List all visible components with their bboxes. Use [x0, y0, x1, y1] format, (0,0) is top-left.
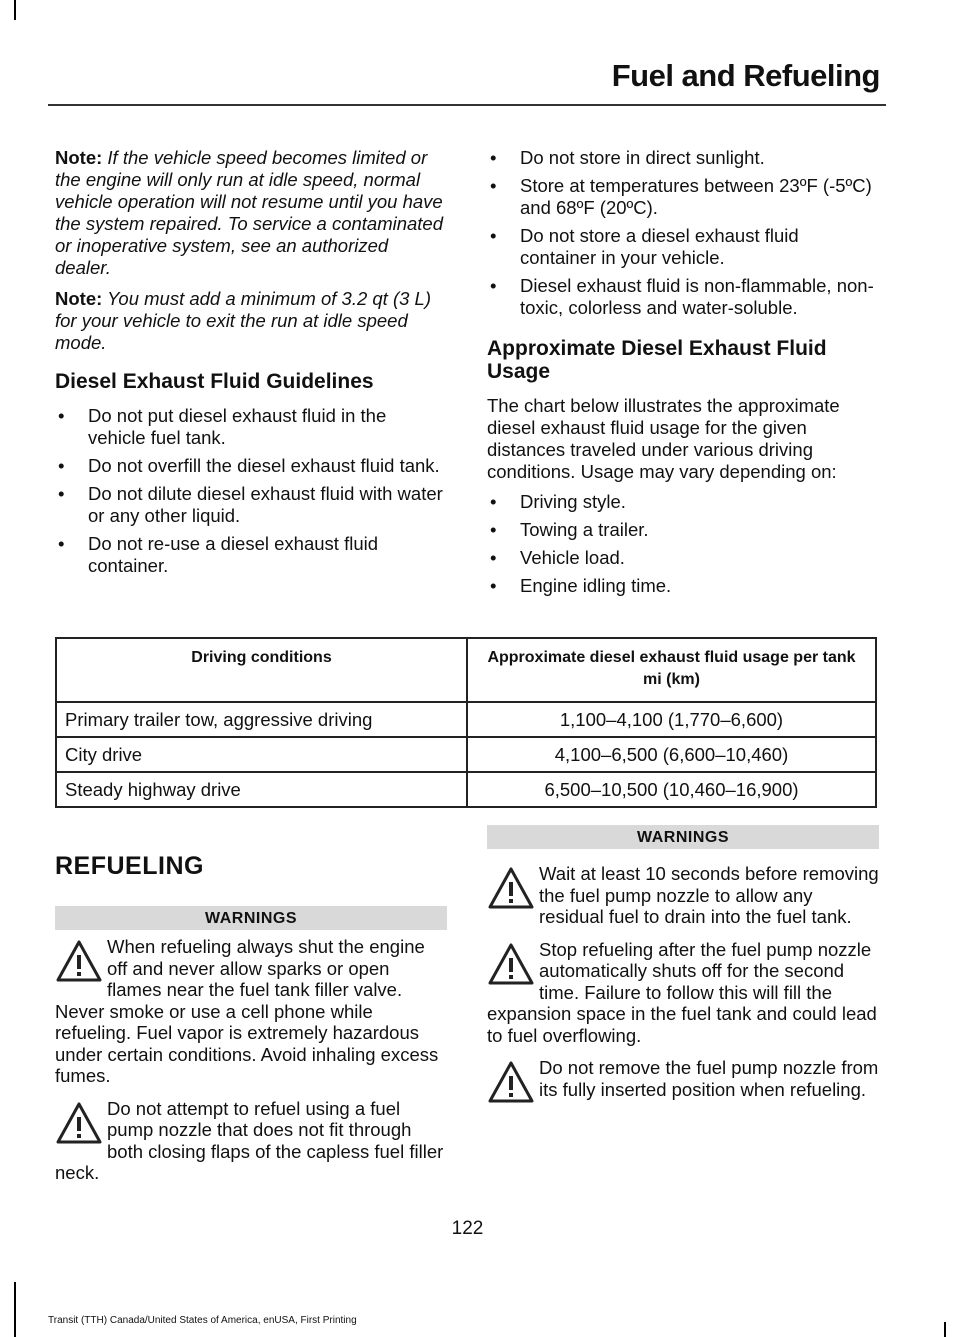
- crop-mark-top-left: [14, 0, 16, 20]
- warning-item: [487, 939, 879, 1047]
- list-item: • Do not dilute diesel exhaust fluid with water or any other liquid.: [55, 483, 447, 527]
- warnings-banner: WARNINGS: [487, 825, 879, 849]
- storage-list: [487, 147, 879, 319]
- list-item: • Vehicle load.: [487, 547, 879, 569]
- usage-factors-list: [487, 491, 879, 597]
- edition-footer: Transit (TTH) Canada/United States of America, enUSA, First Printing: [48, 1315, 357, 1326]
- table-cell: 6,500–10,500 (10,460–16,900): [467, 772, 876, 807]
- table-row: [56, 737, 876, 772]
- list-item: • Do not store a diesel exhaust fluid container in your vehicle.: [487, 225, 879, 269]
- warning-item: [487, 863, 879, 928]
- list-item: • Driving style.: [487, 491, 879, 513]
- section-heading-guidelines: Diesel Exhaust Fluid Guidelines: [55, 370, 374, 393]
- warning-triangle-icon: [487, 941, 539, 989]
- table-row: [56, 772, 876, 807]
- list-item: • Store at temperatures between 23ºF (-5ºC) and 68ºF (20ºC).: [487, 175, 879, 219]
- note-text: You must add a minimum of 3.2 qt (3 L) for your vehicle to exit the run at idle speed mode.: [55, 288, 431, 353]
- warning-text: Stop refueling after the fuel pump nozzle automatically shuts off for the second time. Failure to follow this will fill the expansion space in the fuel tank and could lead to fuel overflowing.: [487, 938, 877, 1046]
- table-row: [56, 702, 876, 737]
- table-header-conditions: Driving conditions: [56, 638, 467, 702]
- note-minimum-fill: [55, 288, 447, 354]
- warning-text: Do not attempt to refuel using a fuel pump nozzle that does not fit through both closing flaps of the capless fuel filler neck.: [55, 1097, 444, 1183]
- page-number: 122: [451, 1218, 484, 1239]
- table-cell: Steady highway drive: [56, 772, 467, 807]
- refueling-left: [55, 852, 447, 1195]
- right-column: [487, 147, 879, 603]
- list-item: • Do not store in direct sunlight.: [487, 147, 879, 169]
- guidelines-list: [55, 405, 447, 577]
- table-cell: 4,100–6,500 (6,600–10,460): [467, 737, 876, 772]
- table-cell: Primary trailer tow, aggressive driving: [56, 702, 467, 737]
- warnings-banner: WARNINGS: [55, 906, 447, 930]
- warning-item: [55, 936, 447, 1087]
- warning-triangle-icon: [55, 1100, 107, 1148]
- warning-text: When refueling always shut the engine off and never allow sparks or open flames near the fuel tank filler valve. Never smoke or use a cell phone while refueling. Fuel vapor is extremely hazardous under certain conditions. Avoid inhaling excess fumes.: [55, 936, 439, 1086]
- list-item: • Do not overfill the diesel exhaust fluid tank.: [55, 455, 447, 477]
- page-title: Fuel and Refueling: [611, 58, 880, 93]
- warning-text: Wait at least 10 seconds before removing the fuel pump nozzle to allow any residual fuel to drain into the fuel tank.: [539, 863, 879, 927]
- list-item: • Do not put diesel exhaust fluid in the vehicle fuel tank.: [55, 405, 447, 449]
- list-item: • Engine idling time.: [487, 575, 879, 597]
- list-item: • Towing a trailer.: [487, 519, 879, 541]
- left-column: [55, 147, 447, 583]
- note-speed-limited: [55, 147, 447, 279]
- warning-item: [55, 1098, 447, 1184]
- crop-mark-bottom-left: [14, 1282, 16, 1337]
- section-heading-refueling: REFUELING: [55, 852, 204, 880]
- def-usage-table: [55, 637, 877, 808]
- section-heading-usage: Approximate Diesel Exhaust Fluid Usage: [487, 337, 827, 383]
- warning-text: Do not remove the fuel pump nozzle from its fully inserted position when refueling.: [539, 1057, 879, 1100]
- table-cell: 1,100–4,100 (1,770–6,600): [467, 702, 876, 737]
- warning-item: [487, 1057, 879, 1100]
- warning-triangle-icon: [487, 1059, 539, 1107]
- table-header-usage: Approximate diesel exhaust fluid usage per tank mi (km): [467, 638, 876, 702]
- note-label: Note:: [55, 147, 103, 168]
- list-item: • Do not re-use a diesel exhaust fluid container.: [55, 533, 447, 577]
- refueling-right: [487, 825, 879, 1111]
- list-item: • Diesel exhaust fluid is non-flammable, non-toxic, colorless and water-soluble.: [487, 275, 879, 319]
- table-header-row: [56, 638, 876, 702]
- warning-triangle-icon: [487, 865, 539, 913]
- usage-intro: The chart below illustrates the approximate diesel exhaust fluid usage for the given distances traveled under various driving conditions. Usage may vary depending on:: [487, 395, 840, 482]
- header-divider: [48, 104, 886, 106]
- table-cell: City drive: [56, 737, 467, 772]
- warning-triangle-icon: [55, 938, 107, 986]
- note-label: Note:: [55, 288, 103, 309]
- note-text: If the vehicle speed becomes limited or the engine will only run at idle speed, normal vehicle operation will not resume until you have the system repaired. To service a contaminated or inoperative system, see an authorized dealer.: [55, 147, 444, 278]
- crop-mark-bottom-right: [944, 1322, 946, 1337]
